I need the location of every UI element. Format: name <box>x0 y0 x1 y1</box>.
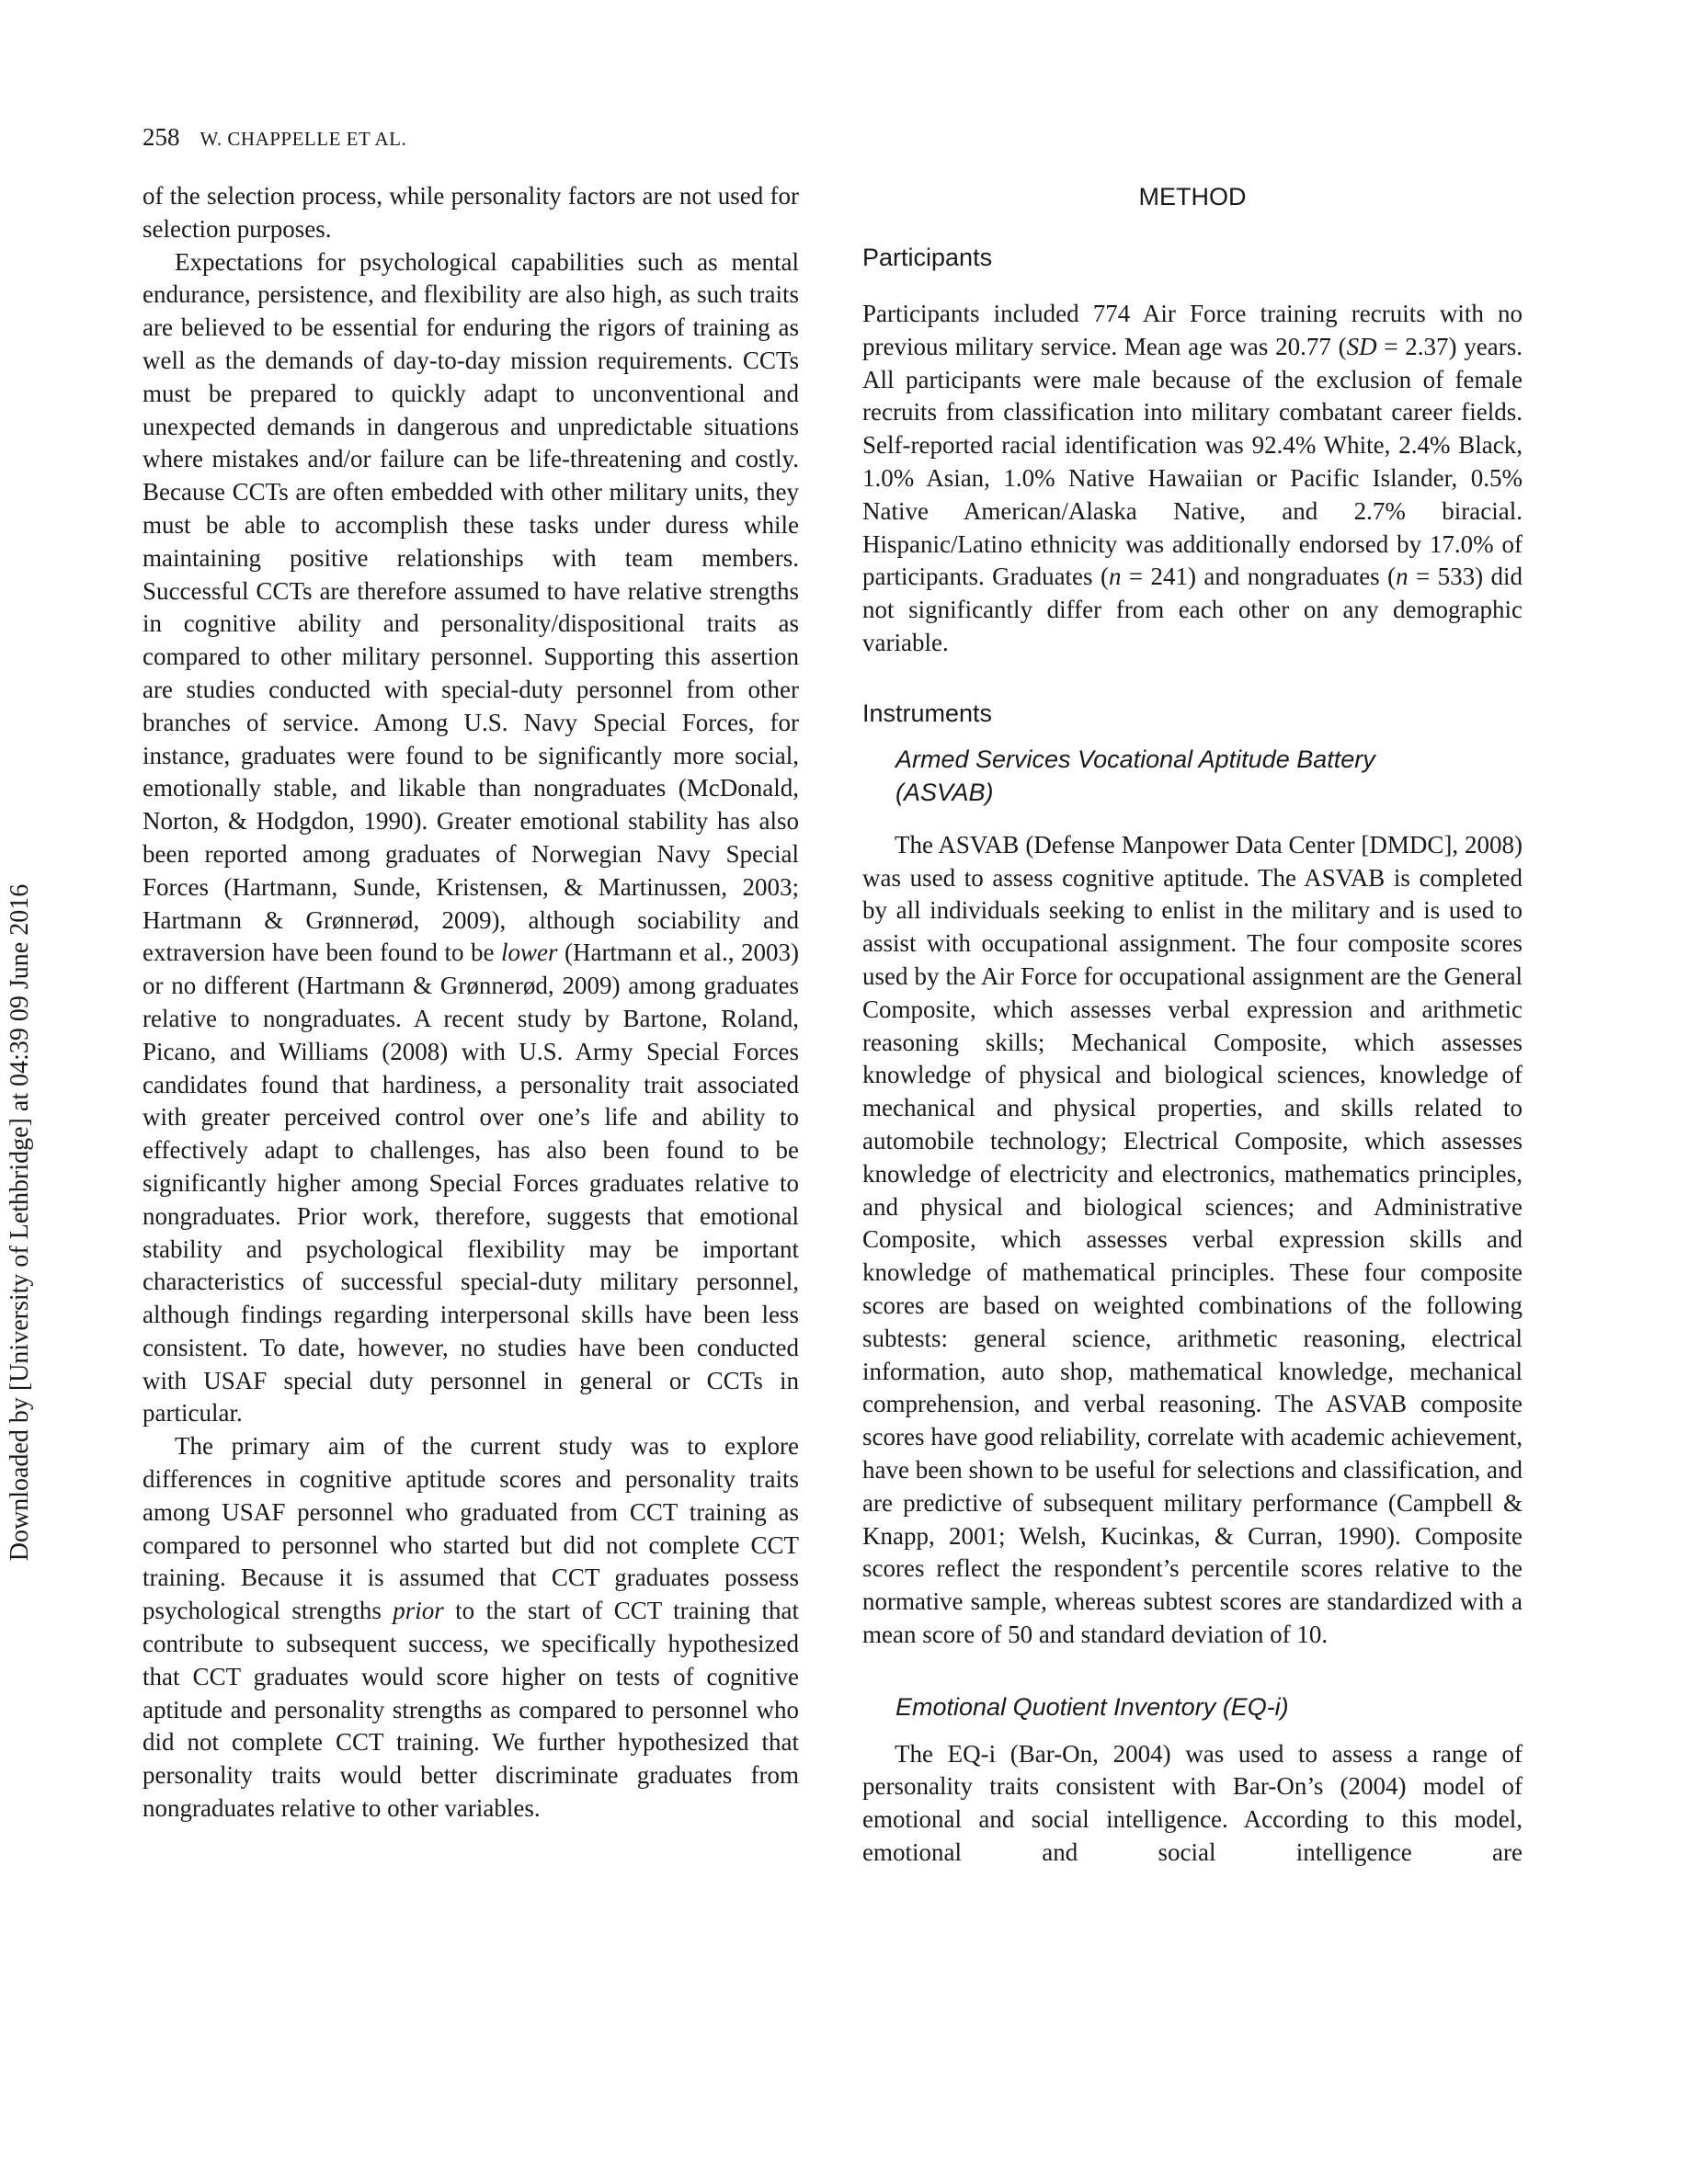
paragraph-text: to the start of CCT training that contribute to subsequent success, we specifically hypothesized that CCT graduates would score higher on tests of cognitive aptitude and personality strengths as compared to personnel who did not complete CCT training. We further hypothesized that personality traits would better discriminate graduates from nongraduates relative to other variables. <box>143 1597 799 1823</box>
paragraph-selection-continuation: of the selection process, while personality factors are not used for selection purposes. <box>143 182 799 243</box>
paragraph-expectations <box>143 246 799 1431</box>
paragraph-text: The primary aim of the current study was to explore differences in cognitive aptitude scores and personality traits among USAF personnel who graduated from CCT training as compared to personnel who started but did not complete CCT training. Because it is assumed that CCT graduates possess psychological strengths <box>143 1432 799 1625</box>
page-number: 258 <box>143 123 180 151</box>
paragraph-asvab: The ASVAB (Defense Manpower Data Center [DMDC], 2008) was used to assess cognitive aptitude. The ASVAB is completed by all individuals seeking to enlist in the military and is used to assist with occupational assignment. The four composite scores used by the Air Force for occupational assignment are the General Composite, which assesses verbal expression and arithmetic reasoning skills; Mechanical Composite, which assesses knowledge of physical and biological sciences, knowledge of mechanical and physical properties, and skills related to automobile technology; Electrical Composite, which assesses knowledge of electricity and electronics, mathematics principles, and physical and biological sciences; and Administrative Composite, which assesses verbal expression skills and knowledge of mathematical principles. These four composite scores are based on weighted combinations of the following subtests: general science, arithmetic reasoning, electrical information, auto shop, mathematical knowledge, mechanical comprehension, and verbal reasoning. The ASVAB composite scores have good reliability, correlate with academic achievement, have been shown to be useful for selections and classification, and are predictive of subsequent military performance (Campbell & Knapp, 2001; Welsh, Kucinkas, & Curran, 1990). Composite scores reflect the respondent’s percentile scores relative to the normative sample, whereas subtest scores are standardized with a mean score of 50 and standard deviation of 10. <box>862 830 1523 1648</box>
left-column <box>143 180 799 1826</box>
subsubsection-heading-asvab: Armed Services Vocational Aptitude Battery (ASVAB) <box>895 745 1375 806</box>
section-heading-method: METHOD <box>1138 183 1247 210</box>
subsection-heading-participants: Participants <box>862 244 993 271</box>
download-sidebar <box>0 0 55 2184</box>
paragraph-text: Participants included 774 Air Force training recruits with no previous military service. Mean age was 20.77 ( <box>862 300 1523 360</box>
emphasis-lower: lower <box>500 938 558 967</box>
stat-symbol-sd: SD <box>1346 332 1377 360</box>
paragraph-text: (Hartmann et al., 2003) or no different (Hartmann & Grønnerød, 2009) among graduates relative to nongraduates. A recent study by Bartone, Roland, Picano, and Williams (2008) with U.S. Army Special Forces candidates found that hardiness, a personality trait associated with greater perceived control over one’s life and ability to effectively adapt to challenges, has also been found to be significantly higher among Special Forces graduates relative to nongraduates. Prior work, therefore, suggests that emotional stability and psychological flexibility may be important characteristics of successful special-duty military personnel, although findings regarding interpersonal skills have been less consistent. To date, however, no studies have been conducted with USAF special duty personnel in general or CCTs in particular. <box>143 938 799 1428</box>
subsubsection-heading-eqi: Emotional Quotient Inventory (EQ-i) <box>895 1692 1289 1721</box>
subsection-heading-instruments: Instruments <box>862 699 993 727</box>
right-column <box>862 180 1523 1870</box>
emphasis-prior: prior <box>393 1597 444 1625</box>
paragraph-text: = 241) and nongraduates ( <box>1121 563 1397 591</box>
download-notice: Downloaded by [University of Lethbridge] at 04:39 09 June 2016 <box>6 883 34 1562</box>
running-head-authors: W. CHAPPELLE ET AL. <box>200 128 407 150</box>
paragraph-text: = 533) did not significantly differ from each other on any demographic variable. <box>862 563 1523 656</box>
stat-symbol-n: n <box>1396 563 1409 591</box>
paragraph-eqi: The EQ-i (Bar-On, 2004) was used to assess a range of personality traits consistent with Bar-On’s (2004) model of emotional and social intelligence. According to this model, emotional and social intelligence are <box>862 1739 1523 1867</box>
paragraph-text: = 2.37) years. All participants were male because of the exclusion of female recruits from classification into military combatant career fields. Self-reported racial identification was 92.4% White, 2.4% Black, 1.0% Asian, 1.0% Native Hawaiian or Pacific Islander, 0.5% Native American/Alaska Native, and 2.7% biracial. Hispanic/Latino ethnicity was additionally endorsed by 17.0% of participants. Graduates ( <box>862 332 1523 591</box>
paragraph-text: Expectations for psychological capabilities such as mental endurance, persistence, and flexibility are also high, as such traits are believed to be essential for enduring the rigors of training as well as the demands of day-to-day mission requirements. CCTs must be prepared to quickly adapt to unconventional and unexpected demands in dangerous and unpredictable situations where mistakes and/or failure can be life-threatening and costly. Because CCTs are often embedded with other military units, they must be able to accomplish these tasks under duress while maintaining positive relationships with team members. Successful CCTs are therefore assumed to have relative strengths in cognitive ability and personality/dispositional traits as compared to other military personnel. Supporting this assertion are studies conducted with special-duty personnel from other branches of service. Among U.S. Navy Special Forces, for instance, graduates were found to be significantly more social, emotionally stable, and likable than nongraduates (McDonald, Norton, & Hodgdon, 1990). Greater emotional stability has also been reported among graduates of Norwegian Navy Special Forces (Hartmann, Sunde, Kristensen, & Martinussen, 2003; Hartmann & Grønnerød, 2009), although sociability and extraversion have been found to be <box>143 247 799 967</box>
paragraph-primary-aim <box>143 1430 799 1826</box>
stat-symbol-n: n <box>1108 563 1122 591</box>
paragraph-participants <box>862 298 1523 660</box>
running-head <box>143 123 406 152</box>
